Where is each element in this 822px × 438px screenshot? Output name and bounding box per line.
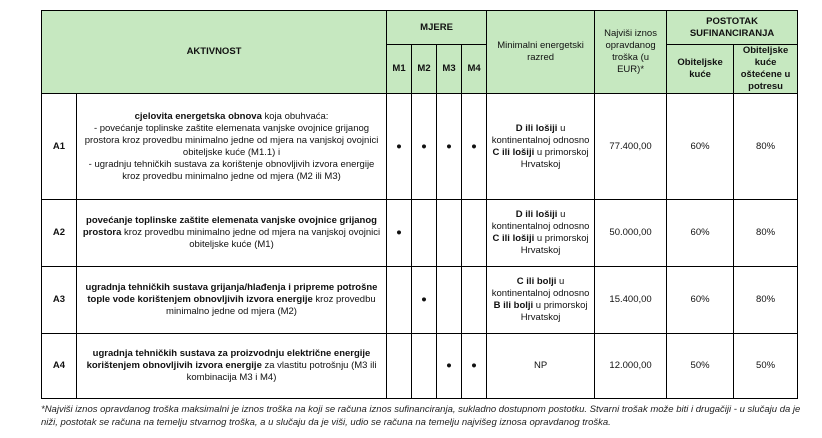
m3-dot: ● <box>437 94 462 200</box>
table-row <box>42 267 798 334</box>
row-code: A4 <box>42 334 77 399</box>
row-postotak-obiteljske: 60% <box>667 267 734 334</box>
header-postotak: POSTOTAK SUFINANCIRANJA <box>667 11 798 45</box>
m4-dot <box>462 267 487 334</box>
row-postotak-obiteljske: 60% <box>667 200 734 267</box>
header-m1: M1 <box>387 45 412 94</box>
header-razred: Minimalni energetski razred <box>487 11 595 94</box>
header-obiteljske: Obiteljske kuće <box>667 45 734 94</box>
m1-dot <box>387 267 412 334</box>
header-m2: M2 <box>412 45 437 94</box>
row-iznos: 77.400,00 <box>595 94 667 200</box>
header-aktivnost: AKTIVNOST <box>42 11 387 94</box>
row-code: A2 <box>42 200 77 267</box>
m3-dot <box>437 200 462 267</box>
m3-dot: ● <box>437 334 462 399</box>
row-code: A3 <box>42 267 77 334</box>
m1-dot: ● <box>387 94 412 200</box>
m2-dot <box>412 334 437 399</box>
row-razred: C ili bolji u kontinentalnoj odnosno B ili bolji u primorskoj Hrvatskoj <box>487 267 595 334</box>
row-iznos: 50.000,00 <box>595 200 667 267</box>
row-postotak-ostecene: 80% <box>734 267 798 334</box>
header-iznos: Najviši iznos opravdanog troška (u EUR)* <box>595 11 667 94</box>
row-razred: D ili lošiji u kontinentalnoj odnosno C ili lošiji u primorskoj Hrvatskoj <box>487 94 595 200</box>
table-row <box>42 334 798 399</box>
row-description: ugradnja tehničkih sustava grijanja/hlađenja i pripreme potrošne tople vode korištenjem obnovljivih izvora energije kroz provedbu minimalno jedne od mjera (M2) <box>77 267 387 334</box>
m1-dot <box>387 334 412 399</box>
row-postotak-obiteljske: 60% <box>667 94 734 200</box>
header-ostecene: Obiteljske kuće oštećene u potresu <box>734 45 798 94</box>
row-postotak-ostecene: 80% <box>734 94 798 200</box>
table-row <box>42 200 798 267</box>
m4-dot <box>462 200 487 267</box>
header-m3: M3 <box>437 45 462 94</box>
row-code: A1 <box>42 94 77 200</box>
row-postotak-ostecene: 80% <box>734 200 798 267</box>
m2-dot <box>412 200 437 267</box>
row-razred: NP <box>487 334 595 399</box>
m2-dot: ● <box>412 267 437 334</box>
table-row <box>42 94 798 200</box>
row-postotak-obiteljske: 50% <box>667 334 734 399</box>
row-description: ugradnja tehničkih sustava za proizvodnju električne energije korištenjem obnovljivih izvora energije za vlastitu potrošnju (M3 ili kombinacija M3 i M4) <box>77 334 387 399</box>
row-razred: D ili lošiji u kontinentalnoj odnosno C ili lošiji u primorskoj Hrvatskoj <box>487 200 595 267</box>
m4-dot: ● <box>462 94 487 200</box>
header-m4: M4 <box>462 45 487 94</box>
row-postotak-ostecene: 50% <box>734 334 798 399</box>
footnote: *Najviši iznos opravdanog troška maksimalni je iznos troška na koji se računa iznos sufinanciranja, sukladno dostupnom postotku. Stvarni trošak može biti i drugačiji - u slučaju da je niži, postotak se računa na temelju stvarnog troška, a u slučaju da je viši, udio se računa na temelju najvišeg iznosa opravdanog troška. <box>41 404 801 428</box>
m3-dot <box>437 267 462 334</box>
activities-table <box>41 10 798 399</box>
m2-dot: ● <box>412 94 437 200</box>
row-description: povećanje toplinske zaštite elemenata vanjske ovojnice grijanog prostora kroz provedbu minimalno jedne od mjera na vanjskoj ovojnici obiteljske kuće (M1) <box>77 200 387 267</box>
header-mjere: MJERE <box>387 11 487 45</box>
row-iznos: 15.400,00 <box>595 267 667 334</box>
row-iznos: 12.000,00 <box>595 334 667 399</box>
m4-dot: ● <box>462 334 487 399</box>
row-description: cjelovita energetska obnova koja obuhvaća: - povećanje toplinske zaštite elemenata vanjske ovojnice grijanog prostora kroz provedbu minimalno jedne od mjera na vanjskoj ovojnici obiteljske kuće (M1.1) i - ugradnju tehničkih sustava za korištenje obnovljivih izvora energije kroz provedbu minimalno jedne od mjera (M2 ili M3) <box>77 94 387 200</box>
m1-dot: ● <box>387 200 412 267</box>
